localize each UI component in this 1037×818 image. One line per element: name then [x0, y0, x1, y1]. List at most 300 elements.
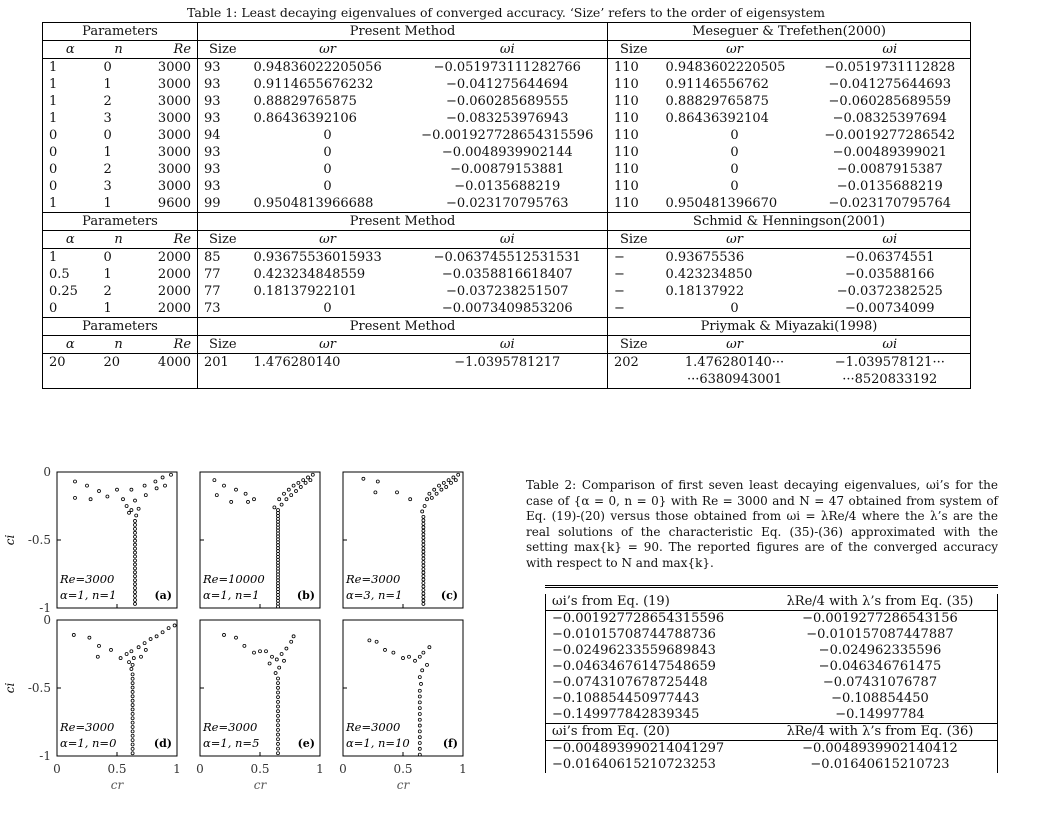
table-cell: −0.041275644693 — [810, 76, 971, 93]
table-cell: 1 — [43, 249, 98, 267]
data-point — [130, 509, 133, 512]
panel-re-label: Re=3000 — [60, 572, 115, 586]
data-point — [131, 708, 134, 711]
table-cell: −0.060285689555 — [408, 93, 608, 110]
data-point — [134, 499, 137, 502]
eigenvalue-scatter-grid — [0, 455, 520, 818]
data-point — [422, 561, 425, 564]
table-cell: −0.14997784 — [763, 707, 998, 724]
data-point — [418, 742, 421, 745]
data-point — [418, 718, 421, 721]
data-point — [274, 672, 277, 675]
data-point — [418, 736, 421, 739]
table-cell: 3000 — [140, 76, 198, 93]
data-point — [283, 659, 286, 662]
col-alpha: α — [43, 41, 98, 59]
data-point — [134, 575, 137, 578]
table-cell: −0.0743107678725448 — [546, 675, 763, 691]
data-point — [285, 647, 288, 650]
data-point — [422, 547, 425, 550]
col-n: n — [98, 336, 140, 354]
data-point — [302, 479, 305, 482]
table-cell: − — [608, 249, 660, 267]
table-cell: 3000 — [140, 127, 198, 144]
panel-re-label: Re=3000 — [346, 720, 401, 734]
col-wi: ωi — [408, 231, 608, 249]
table-cell: −0.037238251507 — [408, 283, 608, 300]
table-cell: 3000 — [140, 93, 198, 110]
table-cell: −0.041275644694 — [408, 76, 608, 93]
col-wi: ωi — [408, 336, 608, 354]
data-point — [287, 488, 290, 491]
data-point — [277, 714, 280, 717]
data-point — [125, 653, 128, 656]
panel-tag: (f) — [442, 737, 458, 750]
data-point — [277, 677, 280, 680]
panel-tag: (c) — [440, 589, 458, 602]
data-point — [170, 473, 173, 476]
table-cell: 0 — [103, 128, 112, 143]
table-cell — [408, 371, 608, 389]
table-cell: − — [608, 266, 660, 283]
table-cell: −0.0087915387 — [810, 161, 971, 178]
table-cell: −0.001927728654315596 — [546, 611, 763, 628]
table-row — [43, 354, 971, 372]
data-point — [422, 568, 425, 571]
table-cell: 110 — [608, 195, 660, 213]
col-size: Size — [198, 41, 248, 59]
table-row — [43, 93, 971, 110]
data-point — [285, 498, 288, 501]
table-cell: 1 — [98, 195, 140, 213]
table-row — [43, 371, 971, 389]
data-point — [290, 640, 293, 643]
data-point — [422, 529, 425, 532]
data-point — [277, 686, 280, 689]
table-cell: −0.149977842839345 — [546, 707, 763, 724]
data-point — [277, 710, 280, 713]
data-point — [131, 686, 134, 689]
table-cell: 20 — [103, 355, 121, 370]
table-cell: 3 — [103, 179, 112, 194]
table-cell: 93 — [198, 178, 248, 195]
table-cell: 3000 — [140, 59, 198, 77]
table-cell: 1 — [103, 77, 112, 92]
data-point — [134, 551, 137, 554]
data-point — [137, 646, 140, 649]
table-cell: 1 — [43, 93, 98, 110]
data-point — [277, 682, 280, 685]
data-point — [418, 695, 421, 698]
table-cell: −0.001927728654315596 — [408, 127, 608, 144]
data-point — [422, 543, 425, 546]
data-point — [311, 473, 314, 476]
table1 — [42, 5, 970, 389]
data-point — [290, 494, 293, 497]
data-point — [131, 730, 134, 733]
table-cell: 20 — [43, 354, 98, 372]
data-point — [422, 519, 425, 522]
data-point — [131, 712, 134, 715]
data-point — [277, 733, 280, 736]
table-row — [43, 266, 971, 283]
data-point — [131, 682, 134, 685]
table-cell: 0 — [43, 300, 98, 318]
data-point — [422, 575, 425, 578]
table-cell: 110 — [608, 93, 660, 110]
table-cell: −0.108854450977443 — [546, 691, 763, 707]
data-point — [426, 663, 429, 666]
x-tick-label: 1 — [316, 762, 324, 776]
table-cell: −0.023170795764 — [810, 195, 971, 213]
data-point — [422, 533, 425, 536]
data-point — [292, 635, 295, 638]
table-cell: −0.004893990214041297 — [546, 741, 763, 758]
data-point — [265, 650, 268, 653]
data-point — [134, 571, 137, 574]
data-point — [98, 490, 101, 493]
data-point — [131, 673, 134, 676]
y-tick-label: -1 — [39, 601, 51, 615]
col-wi: ωi — [810, 41, 971, 59]
col-wr: ωr — [248, 41, 408, 59]
panel-params-label: α=3, n=1 — [346, 588, 403, 602]
data-point — [144, 494, 147, 497]
data-point — [408, 655, 411, 658]
table-cell: 0.25 — [43, 283, 98, 300]
data-point — [271, 655, 274, 658]
data-point — [167, 627, 170, 630]
data-point — [89, 498, 92, 501]
table-cell: 0 — [323, 179, 332, 194]
data-point — [116, 488, 119, 491]
data-point — [131, 752, 134, 755]
table-cell: −0.00489399021 — [810, 144, 971, 161]
panel-params-label: α=1, n=1 — [60, 588, 117, 602]
table-cell: −0.0019277286543156 — [763, 611, 998, 628]
table-cell: −0.023170795763 — [408, 195, 608, 213]
table-row — [546, 643, 998, 659]
data-point — [134, 567, 137, 570]
col-wi: ωi — [810, 336, 971, 354]
present-method-header: Present Method — [198, 23, 608, 41]
table-cell: 1 — [43, 76, 98, 93]
table-row — [43, 283, 971, 300]
data-point — [275, 658, 278, 661]
panel-params-label: α=1, n=0 — [60, 736, 117, 750]
table-cell: 0 — [730, 162, 739, 177]
data-point — [128, 661, 131, 664]
table-cell: −0.0048939902140412 — [763, 741, 998, 758]
data-point — [223, 484, 226, 487]
table-cell: 0 — [103, 60, 112, 75]
data-point — [277, 752, 280, 755]
table-cell: 0.950481396670 — [660, 195, 810, 213]
data-point — [134, 587, 137, 590]
data-point — [253, 498, 256, 501]
y-axis-label: ci — [3, 682, 17, 694]
data-point — [277, 742, 280, 745]
table-row — [546, 594, 998, 611]
data-point — [295, 490, 298, 493]
table-cell: 110 — [608, 178, 660, 195]
table-cell: −0.00879153881 — [408, 161, 608, 178]
data-point — [422, 582, 425, 585]
data-point — [215, 494, 218, 497]
data-point — [375, 640, 378, 643]
panel-re-label: Re=3000 — [60, 720, 115, 734]
data-point — [134, 523, 137, 526]
data-point — [235, 488, 238, 491]
table-cell: 110 — [608, 144, 660, 161]
table-cell: 0.86436392104 — [665, 111, 769, 126]
table-cell: 0.93675536 — [665, 250, 745, 265]
data-point — [418, 747, 421, 750]
data-point — [362, 477, 365, 480]
y-tick-label: 0 — [43, 465, 51, 479]
col-wr: ωr — [248, 336, 408, 354]
data-point — [140, 655, 143, 658]
data-point — [134, 543, 137, 546]
data-point — [131, 721, 134, 724]
table-row — [546, 691, 998, 707]
table-cell: 0 — [43, 161, 98, 178]
table-cell: 0 — [248, 300, 408, 318]
data-point — [422, 585, 425, 588]
data-point — [374, 491, 377, 494]
table-row — [43, 300, 971, 318]
data-point — [422, 651, 425, 654]
data-point — [447, 479, 450, 482]
data-point — [134, 539, 137, 542]
data-point — [134, 602, 137, 605]
table-cell: −0.083253976943 — [408, 110, 608, 127]
data-point — [292, 484, 295, 487]
data-point — [280, 503, 283, 506]
table-cell: 0.94836022205056 — [253, 60, 382, 75]
table-cell — [198, 371, 248, 389]
table-cell: 0.18137922101 — [253, 284, 357, 299]
table-cell: 0.9504813966688 — [248, 195, 408, 213]
col-re: Re — [140, 41, 198, 59]
col-re: Re — [140, 231, 198, 249]
table2 — [545, 585, 998, 773]
table-cell: 77 — [198, 266, 248, 283]
table-cell: 2000 — [140, 249, 198, 267]
table-cell: 0 — [323, 128, 332, 143]
y-tick-label: -0.5 — [27, 533, 51, 547]
table-row — [43, 110, 971, 127]
col-wi: ωi — [810, 231, 971, 249]
data-point — [134, 583, 137, 586]
y-axis-label: ci — [3, 534, 17, 546]
data-point — [422, 550, 425, 553]
data-point — [277, 696, 280, 699]
data-point — [454, 479, 457, 482]
table-cell: 0 — [730, 145, 739, 160]
table-cell: 3000 — [140, 161, 198, 178]
x-axis-label: cr — [396, 778, 410, 792]
data-point — [131, 717, 134, 720]
table-cell: −0.046346761475 — [763, 659, 998, 675]
table-row — [546, 627, 998, 643]
table-cell: 3000 — [140, 144, 198, 161]
data-point — [422, 540, 425, 543]
data-point — [422, 522, 425, 525]
data-point — [72, 633, 75, 636]
table-row — [43, 195, 971, 213]
table-cell: − — [608, 283, 660, 300]
table-cell: 0 — [730, 128, 739, 143]
table-cell: 110 — [608, 127, 660, 144]
table-row — [546, 757, 998, 773]
table-cell: 0.88829765875 — [665, 94, 769, 109]
x-tick-label: 0.5 — [250, 762, 270, 776]
table-cell — [98, 371, 140, 389]
table-cell: 2 — [103, 284, 112, 299]
data-point — [134, 531, 137, 534]
data-point — [132, 657, 135, 660]
table-cell: 0.88829765875 — [253, 94, 357, 109]
data-point — [277, 724, 280, 727]
table-cell: 1 — [43, 195, 98, 213]
y-tick-label: -1 — [39, 749, 51, 763]
table-cell: ωi’s from Eq. (19) — [546, 594, 763, 611]
table-cell: −1.0395781217 — [408, 354, 608, 372]
table-cell: 0.9483602220505 — [665, 60, 786, 75]
data-point — [131, 677, 134, 680]
data-point — [422, 564, 425, 567]
data-point — [402, 657, 405, 660]
table-cell: −0.0073409853206 — [408, 300, 608, 318]
data-point — [299, 485, 302, 488]
table-cell: 0 — [323, 162, 332, 177]
data-point — [376, 480, 379, 483]
col-n: n — [98, 231, 140, 249]
table-cell: λRe/4 with λ’s from Eq. (35) — [763, 594, 998, 611]
data-point — [283, 492, 286, 495]
data-point — [438, 484, 441, 487]
col-size: Size — [608, 336, 660, 354]
table-cell: 0.5 — [43, 266, 98, 283]
data-point — [131, 699, 134, 702]
table-cell: 94 — [198, 127, 248, 144]
table1-column-labels — [43, 231, 971, 249]
table-cell: 0.91146556762 — [665, 77, 769, 92]
data-point — [418, 701, 421, 704]
data-point — [86, 484, 89, 487]
table-cell: 3000 — [140, 110, 198, 127]
col-size: Size — [608, 41, 660, 59]
table-cell: 77 — [198, 283, 248, 300]
table-cell: ···8520833192 — [810, 371, 971, 389]
data-point — [155, 487, 158, 490]
data-point — [96, 655, 99, 658]
panel-tag: (b) — [296, 589, 315, 602]
table-row — [43, 178, 971, 195]
data-point — [131, 734, 134, 737]
data-point — [422, 595, 425, 598]
table-cell: 93 — [198, 161, 248, 178]
data-point — [134, 598, 137, 601]
table-cell: 0 — [660, 300, 810, 318]
col-re: Re — [140, 336, 198, 354]
data-point — [130, 650, 133, 653]
data-point — [421, 510, 424, 513]
table-cell: −0.00734099 — [810, 300, 971, 318]
panel-re-label: Re=3000 — [346, 572, 401, 586]
data-point — [244, 492, 247, 495]
panel-tag: (e) — [297, 737, 315, 750]
data-point — [457, 473, 460, 476]
col-size: Size — [198, 231, 248, 249]
table-cell: −0.0135688219 — [408, 178, 608, 195]
table-cell — [43, 371, 98, 389]
table-row — [43, 249, 971, 267]
data-point — [392, 651, 395, 654]
table-cell: − — [608, 300, 660, 318]
reference-header: Priymak & Miyazaki(1998) — [608, 318, 971, 336]
x-tick-label: 0 — [339, 762, 347, 776]
col-alpha: α — [43, 336, 98, 354]
table2-caption: Table 2: Comparison of first seven least decaying eigenvalues, ωi’s for the case of {α = 0, n = 0} with Re = 3000 and N = 47 obtained from system of Eq. (19)-(20) versus those obtained from ωi = λRe/4 where the λ’s are the real solutions of the characteristic Eq. (35)-(36) approximated with the setting max{k} = 90. The reported figures are of the converged accuracy with respect to N and max{k}. — [526, 478, 998, 570]
data-point — [442, 481, 445, 484]
table-cell: 0.93675536015933 — [253, 250, 382, 265]
data-point — [106, 495, 109, 498]
table-row — [43, 161, 971, 178]
data-point — [422, 588, 425, 591]
data-point — [433, 488, 436, 491]
data-point — [421, 669, 424, 672]
data-point — [144, 648, 147, 651]
data-point — [134, 555, 137, 558]
table-cell: 110 — [608, 161, 660, 178]
present-method-header: Present Method — [198, 213, 608, 231]
table-cell: 1 — [43, 110, 98, 127]
data-point — [422, 571, 425, 574]
data-point — [452, 476, 455, 479]
data-point — [131, 743, 134, 746]
data-point — [131, 695, 134, 698]
data-point — [273, 506, 276, 509]
data-point — [307, 476, 310, 479]
present-method-header: Present Method — [198, 318, 608, 336]
data-point — [414, 659, 417, 662]
table-cell: 0.86436392106 — [253, 111, 357, 126]
table-row — [43, 127, 971, 144]
data-point — [128, 511, 131, 514]
data-point — [130, 488, 133, 491]
data-point — [418, 689, 421, 692]
data-point — [422, 526, 425, 529]
data-point — [154, 480, 157, 483]
table-row — [546, 611, 998, 628]
col-wr: ωr — [248, 231, 408, 249]
table-cell: 0 — [43, 144, 98, 161]
table-cell: 202 — [608, 354, 660, 372]
data-point — [418, 724, 421, 727]
table-cell: 1 — [103, 267, 112, 282]
table-cell: −0.01640615210723253 — [546, 757, 763, 773]
data-point — [268, 662, 271, 665]
data-point — [309, 479, 312, 482]
data-point — [235, 636, 238, 639]
col-alpha: α — [43, 231, 98, 249]
data-point — [396, 491, 399, 494]
data-point — [131, 704, 134, 707]
data-point — [131, 663, 134, 666]
table-cell: 93 — [198, 93, 248, 110]
